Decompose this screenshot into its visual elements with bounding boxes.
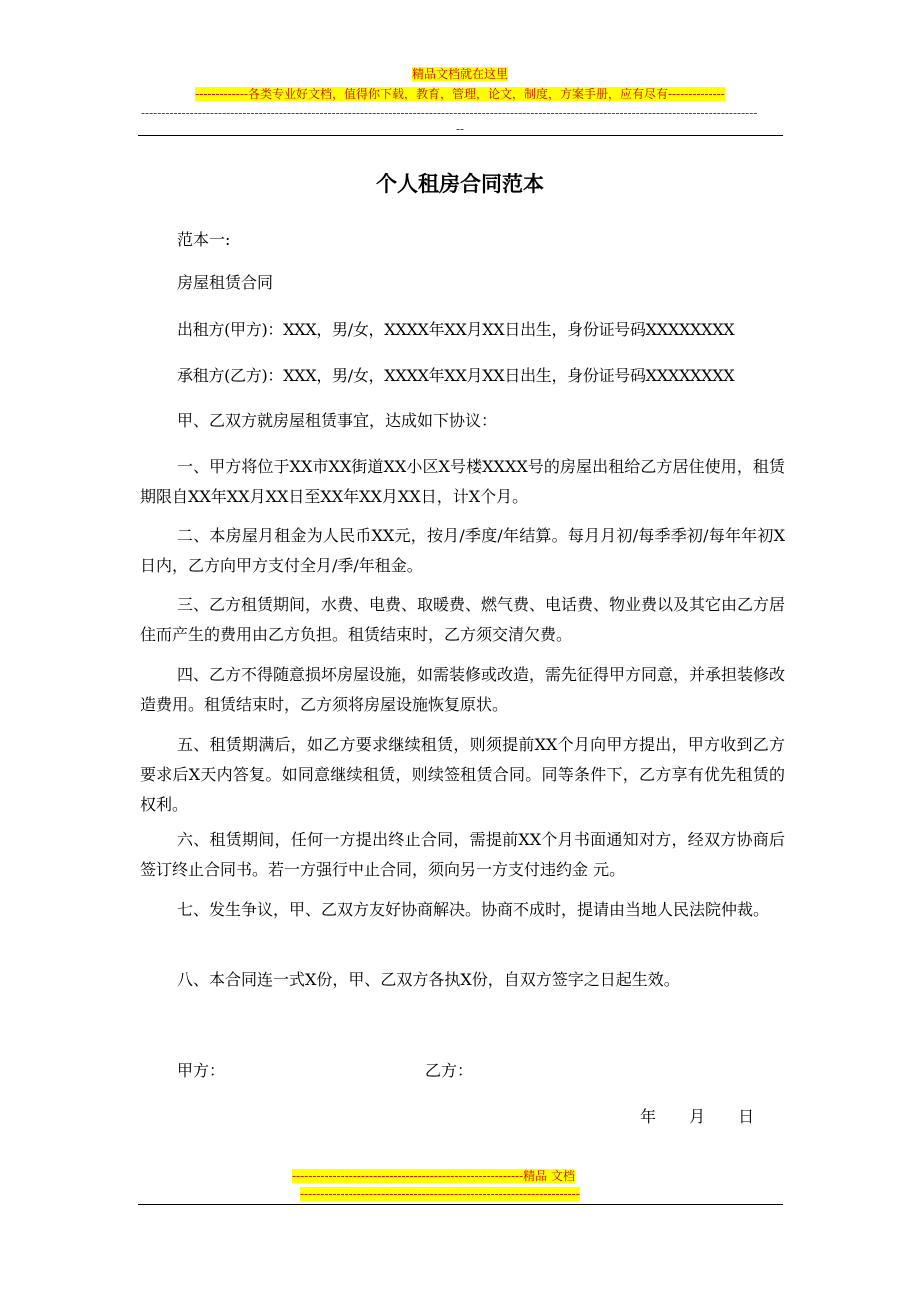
signature-date: 年 月 日	[640, 1107, 755, 1126]
paragraph: 六、租赁期间，任何一方提出终止合同，需提前XX个月书面通知对方，经双方协商后签订终止合同书。若一方强行中止合同，须向另一方支付违约金 元。	[140, 830, 785, 879]
paragraph: 二、本房屋月租金为人民币XX元，按月/季度/年结算。每月月初/每季季初/每年年初X日内，乙方向甲方支付全月/季/年租金。	[140, 526, 785, 575]
footer-line-1: ---------------------------------------------------------精品 文档	[292, 1169, 575, 1183]
paragraph: 五、租赁期满后，如乙方要求继续租赁，则须提前XX个月向甲方提出，甲方收到乙方要求后X天内答复。如同意继续租赁，则续签租赁合同。同等条件下，乙方享有优先租赁的权利。	[140, 735, 785, 814]
paragraph: 房屋租赁合同	[177, 273, 274, 292]
header-line-2: -------------各类专业好文档，值得你下载，教育，管理，论文，制度，方案手册，应有尽有--------------	[195, 87, 725, 101]
signature-party-a: 甲方：	[177, 1061, 226, 1080]
header-divider	[138, 135, 783, 136]
paragraph: 四、乙方不得随意损坏房屋设施，如需装修或改造，需先征得甲方同意，并承担装修改造费用。租赁结束时，乙方须将房屋设施恢复原状。	[140, 665, 786, 714]
paragraph: 出租方(甲方)：XXX，男/女，XXXX年XX月XX日出生，身份证号码XXXXXXXX	[177, 320, 735, 339]
paragraph: 八、本合同连一式X份，甲、乙双方各执X份，自双方签字之日起生效。	[177, 970, 680, 989]
paragraph: 七、发生争议，甲、乙双方友好协商解决。协商不成时，提请由当地人民法院仲裁。	[177, 900, 770, 919]
paragraph: 一、甲方将位于XX市XX街道XX小区X号楼XXXX号的房屋出租给乙方居住使用，租赁期限自XX年XX月XX日至XX年XX月XX日，计X个月。	[140, 457, 785, 506]
document-title: 个人租房合同范本	[376, 172, 544, 196]
paragraph: 三、乙方租赁期间，水费、电费、取暖费、燃气费、电话费、物业费以及其它由乙方居住而产生的费用由乙方负担。租赁结束时，乙方须交清欠费。	[140, 595, 786, 644]
paragraph: 甲、乙双方就房屋租赁事宜，达成如下协议：	[177, 411, 498, 430]
header-dash-tail: --	[455, 122, 465, 136]
footer-line-2: ---------------------------------------------------------------------	[300, 1187, 580, 1201]
footer-divider	[138, 1204, 783, 1205]
header-dash-line: --------------------------------------------------------------------------------------------------------------------------------------------------------	[141, 106, 758, 120]
signature-party-b: 乙方：	[425, 1061, 474, 1080]
header-line-1: 精品文档就在这里	[411, 67, 508, 81]
paragraph: 范本一:	[177, 230, 231, 249]
paragraph: 承租方(乙方)：XXX，男/女，XXXX年XX月XX日出生，身份证号码XXXXXXXX	[177, 366, 735, 385]
